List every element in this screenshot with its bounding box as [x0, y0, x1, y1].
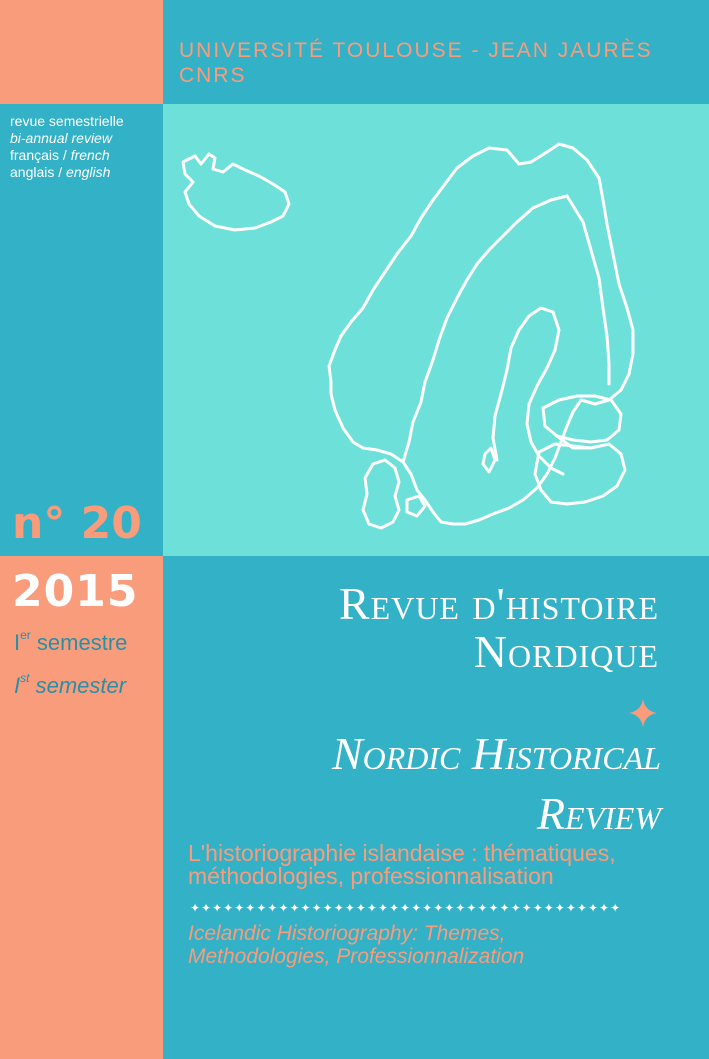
top-left-color-block [0, 0, 163, 104]
norway-sweden-border [403, 196, 567, 462]
denmark-outline [363, 460, 399, 528]
semester-en [14, 673, 126, 699]
theme-french [188, 842, 616, 888]
issue-number: n° 20 [12, 498, 142, 549]
semester-en-word: semester [29, 673, 127, 698]
finland-russia-border [567, 196, 609, 384]
semester-fr-suffix: er [20, 628, 31, 642]
theme-french-line2: méthodologies, professionnalisation [188, 863, 554, 889]
scandinavia-outline [329, 144, 633, 524]
language-english-fr: anglais / [10, 164, 67, 180]
sweden-finland-border [493, 308, 563, 474]
dotted-divider: ✦✦✦✦✦✦✦✦✦✦✦✦✦✦✦✦✦✦✦✦✦✦✦✦✦✦✦✦✦✦✦✦✦✦✦✦✦✦✦ [190, 901, 622, 915]
language-french-en: french [70, 147, 110, 163]
title-english-line2: Review [536, 788, 661, 839]
theme-french-line1: L'historiographie islandaise : thématiques, [188, 840, 616, 866]
theme-english-line1: Icelandic Historiography: Themes, [188, 922, 506, 945]
language-french [10, 147, 124, 164]
nordic-countries-outline-map [163, 104, 709, 556]
gotland-outline [483, 448, 495, 472]
semester-en-number: I [14, 673, 21, 698]
language-french-fr: français / [10, 147, 71, 163]
title-french [339, 580, 659, 676]
review-info [10, 113, 124, 181]
theme-english [188, 922, 524, 968]
title-english-line1: Nordic Historical [331, 728, 661, 779]
language-english-en: english [66, 164, 111, 180]
language-english [10, 164, 124, 181]
iceland-outline [183, 154, 289, 230]
semester-en-suffix: st [20, 671, 30, 685]
title-french-line1: Revue d'histoire [338, 578, 659, 629]
title-english [332, 724, 661, 844]
title-french-line2: Nordique [473, 626, 659, 677]
denmark-islands [407, 496, 425, 516]
semester-fr-word: semestre [30, 630, 128, 655]
theme-english-line2: Methodologies, Professionnalization [188, 945, 525, 968]
university-name: UNIVERSITÉ TOULOUSE - JEAN JAURÈS [179, 39, 653, 62]
semester-fr [14, 630, 127, 656]
publisher-header [179, 38, 653, 88]
issue-year: 2015 [12, 566, 139, 617]
semester-fr-number: I [14, 630, 21, 655]
cnrs-label: CNRS [179, 64, 247, 87]
review-type-en: bi-annual review [10, 130, 112, 146]
estonia-outline [543, 396, 621, 442]
review-type-fr: revue semestrielle [10, 113, 124, 129]
